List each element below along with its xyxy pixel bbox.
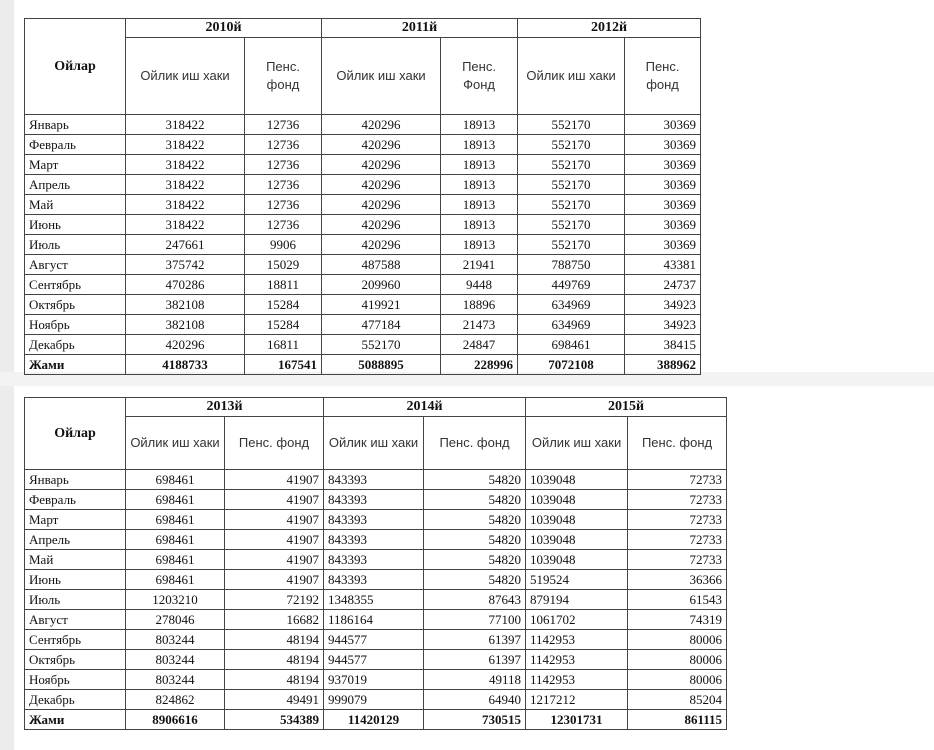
salary-cell: 318422 — [126, 155, 245, 175]
month-cell: Апрель — [25, 530, 126, 550]
pension-total-cell: 388962 — [625, 355, 701, 375]
salary-column-header: Ойлик иш хаки — [518, 38, 625, 115]
pension-column-header: Пенс. фонд — [424, 417, 526, 470]
table-row — [25, 530, 727, 550]
table-row — [25, 175, 701, 195]
salary-cell: 634969 — [518, 315, 625, 335]
month-cell: Март — [25, 510, 126, 530]
salary-cell: 944577 — [324, 650, 424, 670]
pension-cell: 30369 — [625, 155, 701, 175]
pension-cell: 30369 — [625, 235, 701, 255]
table-row — [25, 315, 701, 335]
table-row — [25, 490, 727, 510]
pension-cell: 87643 — [424, 590, 526, 610]
salary-cell: 318422 — [126, 215, 245, 235]
pension-cell: 80006 — [628, 630, 727, 650]
salary-cell: 843393 — [324, 470, 424, 490]
salary-cell: 420296 — [322, 155, 441, 175]
pension-cell: 30369 — [625, 115, 701, 135]
pension-cell: 72192 — [225, 590, 324, 610]
salary-cell: 824862 — [126, 690, 225, 710]
salary-total-cell: 5088895 — [322, 355, 441, 375]
year-header: 2012й — [518, 19, 701, 38]
salary-cell: 382108 — [126, 295, 245, 315]
salary-cell: 477184 — [322, 315, 441, 335]
salary-cell: 843393 — [324, 530, 424, 550]
salary-cell: 803244 — [126, 630, 225, 650]
salary-cell: 698461 — [126, 550, 225, 570]
salary-total-cell: 8906616 — [126, 710, 225, 730]
salary-cell: 843393 — [324, 570, 424, 590]
salary-total-cell: 7072108 — [518, 355, 625, 375]
table-row — [25, 690, 727, 710]
table-row — [25, 590, 727, 610]
table-row — [25, 335, 701, 355]
total-row — [25, 710, 727, 730]
month-cell: Апрель — [25, 175, 126, 195]
pension-cell: 72733 — [628, 470, 727, 490]
salary-cell: 788750 — [518, 255, 625, 275]
month-cell: Июнь — [25, 215, 126, 235]
months-header: Ойлар — [25, 19, 126, 115]
salary-total-cell: 11420129 — [324, 710, 424, 730]
month-cell: Январь — [25, 470, 126, 490]
pension-cell: 72733 — [628, 510, 727, 530]
months-header: Ойлар — [25, 398, 126, 470]
salary-cell: 318422 — [126, 115, 245, 135]
salary-cell: 698461 — [126, 530, 225, 550]
table-row — [25, 115, 701, 135]
pension-cell: 18913 — [441, 215, 518, 235]
pension-cell: 54820 — [424, 490, 526, 510]
salary-cell: 487588 — [322, 255, 441, 275]
month-cell: Декабрь — [25, 690, 126, 710]
salary-cell: 634969 — [518, 295, 625, 315]
total-row — [25, 355, 701, 375]
pension-cell: 77100 — [424, 610, 526, 630]
pension-cell: 18913 — [441, 155, 518, 175]
pension-cell: 85204 — [628, 690, 727, 710]
pension-cell: 80006 — [628, 670, 727, 690]
pension-cell: 21941 — [441, 255, 518, 275]
pension-cell: 9448 — [441, 275, 518, 295]
month-cell: Июль — [25, 590, 126, 610]
salary-cell: 1142953 — [526, 650, 628, 670]
salary-cell: 552170 — [518, 235, 625, 255]
salary-cell: 420296 — [322, 195, 441, 215]
month-cell: Июль — [25, 235, 126, 255]
pension-cell: 24737 — [625, 275, 701, 295]
pension-cell: 34923 — [625, 295, 701, 315]
pension-cell: 61397 — [424, 630, 526, 650]
salary-cell: 420296 — [322, 175, 441, 195]
pension-cell: 12736 — [245, 215, 322, 235]
pension-cell: 54820 — [424, 570, 526, 590]
month-cell: Май — [25, 550, 126, 570]
pension-cell: 15029 — [245, 255, 322, 275]
salary-cell: 1186164 — [324, 610, 424, 630]
salary-cell: 937019 — [324, 670, 424, 690]
salary-cell: 552170 — [518, 115, 625, 135]
pension-cell: 49118 — [424, 670, 526, 690]
pension-cell: 48194 — [225, 670, 324, 690]
pension-cell: 30369 — [625, 215, 701, 235]
pension-cell: 74319 — [628, 610, 727, 630]
pension-cell: 16682 — [225, 610, 324, 630]
pension-cell: 9906 — [245, 235, 322, 255]
year-header: 2010й — [126, 19, 322, 38]
salary-cell: 318422 — [126, 135, 245, 155]
salary-cell: 1061702 — [526, 610, 628, 630]
pension-cell: 64940 — [424, 690, 526, 710]
pension-cell: 72733 — [628, 530, 727, 550]
year-header: 2011й — [322, 19, 518, 38]
month-cell: Декабрь — [25, 335, 126, 355]
salary-cell: 1039048 — [526, 510, 628, 530]
pension-column-header: Пенс. Фонд — [441, 38, 518, 115]
table-row — [25, 650, 727, 670]
pension-total-cell: 861115 — [628, 710, 727, 730]
pension-cell: 21473 — [441, 315, 518, 335]
salary-cell: 449769 — [518, 275, 625, 295]
pension-cell: 12736 — [245, 155, 322, 175]
salary-cell: 843393 — [324, 550, 424, 570]
salary-cell: 420296 — [322, 135, 441, 155]
total-label: Жами — [25, 355, 126, 375]
pension-column-header: Пенс. фонд — [225, 417, 324, 470]
year-header: 2015й — [526, 398, 727, 417]
month-cell: Январь — [25, 115, 126, 135]
month-cell: Ноябрь — [25, 315, 126, 335]
table-row — [25, 295, 701, 315]
salary-column-header: Ойлик иш хаки — [126, 417, 225, 470]
pension-cell: 48194 — [225, 650, 324, 670]
salary-cell: 1039048 — [526, 530, 628, 550]
pension-total-cell: 730515 — [424, 710, 526, 730]
pension-cell: 41907 — [225, 550, 324, 570]
pension-total-cell: 228996 — [441, 355, 518, 375]
pension-total-cell: 534389 — [225, 710, 324, 730]
pension-cell: 12736 — [245, 195, 322, 215]
salary-cell: 552170 — [518, 135, 625, 155]
table-row — [25, 610, 727, 630]
pension-cell: 18913 — [441, 195, 518, 215]
pension-cell: 54820 — [424, 510, 526, 530]
month-cell: Февраль — [25, 490, 126, 510]
salary-column-header: Ойлик иш хаки — [126, 38, 245, 115]
salary-table-2010-2012 — [24, 18, 701, 375]
pension-cell: 34923 — [625, 315, 701, 335]
salary-cell: 209960 — [322, 275, 441, 295]
pension-cell: 16811 — [245, 335, 322, 355]
table-row — [25, 570, 727, 590]
salary-cell: 382108 — [126, 315, 245, 335]
pension-cell: 38415 — [625, 335, 701, 355]
salary-total-cell: 4188733 — [126, 355, 245, 375]
pension-cell: 30369 — [625, 195, 701, 215]
table-row — [25, 135, 701, 155]
salary-cell: 944577 — [324, 630, 424, 650]
pension-cell: 18913 — [441, 135, 518, 155]
salary-cell: 552170 — [518, 215, 625, 235]
salary-cell: 803244 — [126, 650, 225, 670]
pension-cell: 18913 — [441, 235, 518, 255]
pension-cell: 12736 — [245, 135, 322, 155]
pension-column-header: Пенс. фонд — [628, 417, 727, 470]
pension-cell: 18913 — [441, 175, 518, 195]
salary-cell: 552170 — [518, 175, 625, 195]
salary-cell: 1348355 — [324, 590, 424, 610]
pension-cell: 49491 — [225, 690, 324, 710]
salary-cell: 843393 — [324, 510, 424, 530]
table-row — [25, 550, 727, 570]
pension-cell: 18896 — [441, 295, 518, 315]
salary-cell: 1203210 — [126, 590, 225, 610]
salary-cell: 318422 — [126, 175, 245, 195]
table-row — [25, 155, 701, 175]
table-row — [25, 275, 701, 295]
pension-cell: 12736 — [245, 115, 322, 135]
pension-cell: 54820 — [424, 550, 526, 570]
pension-cell: 24847 — [441, 335, 518, 355]
salary-cell: 247661 — [126, 235, 245, 255]
salary-total-cell: 12301731 — [526, 710, 628, 730]
salary-cell: 278046 — [126, 610, 225, 630]
salary-cell: 1142953 — [526, 630, 628, 650]
pension-cell: 36366 — [628, 570, 727, 590]
month-cell: Сентябрь — [25, 275, 126, 295]
pension-cell: 41907 — [225, 470, 324, 490]
pension-total-cell: 167541 — [245, 355, 322, 375]
pension-cell: 72733 — [628, 550, 727, 570]
salary-cell: 552170 — [518, 155, 625, 175]
pension-cell: 15284 — [245, 295, 322, 315]
salary-cell: 375742 — [126, 255, 245, 275]
salary-cell: 420296 — [322, 115, 441, 135]
pension-cell: 30369 — [625, 175, 701, 195]
pension-cell: 43381 — [625, 255, 701, 275]
month-cell: Ноябрь — [25, 670, 126, 690]
pension-cell: 41907 — [225, 490, 324, 510]
table-row — [25, 670, 727, 690]
pension-cell: 18811 — [245, 275, 322, 295]
month-cell: Май — [25, 195, 126, 215]
salary-cell: 803244 — [126, 670, 225, 690]
salary-cell: 1039048 — [526, 470, 628, 490]
pension-cell: 72733 — [628, 490, 727, 510]
salary-column-header: Ойлик иш хаки — [322, 38, 441, 115]
pension-cell: 41907 — [225, 530, 324, 550]
pension-cell: 61397 — [424, 650, 526, 670]
pension-cell: 12736 — [245, 175, 322, 195]
salary-cell: 999079 — [324, 690, 424, 710]
salary-cell: 843393 — [324, 490, 424, 510]
table-row — [25, 470, 727, 490]
salary-cell: 1142953 — [526, 670, 628, 690]
table-row — [25, 215, 701, 235]
table-row — [25, 510, 727, 530]
table-row — [25, 235, 701, 255]
salary-table-2013-2015 — [24, 397, 727, 730]
pension-column-header: Пенс. фонд — [625, 38, 701, 115]
month-cell: Октябрь — [25, 650, 126, 670]
salary-cell: 420296 — [322, 215, 441, 235]
salary-cell: 420296 — [322, 235, 441, 255]
pension-cell: 41907 — [225, 570, 324, 590]
month-cell: Октябрь — [25, 295, 126, 315]
salary-cell: 318422 — [126, 195, 245, 215]
salary-cell: 419921 — [322, 295, 441, 315]
pension-cell: 41907 — [225, 510, 324, 530]
salary-cell: 698461 — [126, 490, 225, 510]
month-cell: Март — [25, 155, 126, 175]
salary-cell: 879194 — [526, 590, 628, 610]
salary-column-header: Ойлик иш хаки — [324, 417, 424, 470]
pension-cell: 80006 — [628, 650, 727, 670]
pension-cell: 54820 — [424, 530, 526, 550]
pension-cell: 18913 — [441, 115, 518, 135]
pension-cell: 48194 — [225, 630, 324, 650]
salary-cell: 1039048 — [526, 550, 628, 570]
month-cell: Июнь — [25, 570, 126, 590]
total-label: Жами — [25, 710, 126, 730]
salary-cell: 698461 — [126, 470, 225, 490]
year-header: 2013й — [126, 398, 324, 417]
month-cell: Август — [25, 255, 126, 275]
salary-cell: 552170 — [518, 195, 625, 215]
month-cell: Февраль — [25, 135, 126, 155]
salary-column-header: Ойлик иш хаки — [526, 417, 628, 470]
month-cell: Сентябрь — [25, 630, 126, 650]
salary-cell: 470286 — [126, 275, 245, 295]
pension-cell: 54820 — [424, 470, 526, 490]
table-row — [25, 255, 701, 275]
salary-cell: 698461 — [126, 510, 225, 530]
salary-cell: 698461 — [126, 570, 225, 590]
table-row — [25, 195, 701, 215]
salary-cell: 552170 — [322, 335, 441, 355]
salary-cell: 1217212 — [526, 690, 628, 710]
table-row — [25, 630, 727, 650]
salary-cell: 1039048 — [526, 490, 628, 510]
year-header: 2014й — [324, 398, 526, 417]
pension-cell: 30369 — [625, 135, 701, 155]
salary-cell: 420296 — [126, 335, 245, 355]
pension-cell: 61543 — [628, 590, 727, 610]
salary-cell: 519524 — [526, 570, 628, 590]
month-cell: Август — [25, 610, 126, 630]
pension-cell: 15284 — [245, 315, 322, 335]
pension-column-header: Пенс. фонд — [245, 38, 322, 115]
salary-cell: 698461 — [518, 335, 625, 355]
